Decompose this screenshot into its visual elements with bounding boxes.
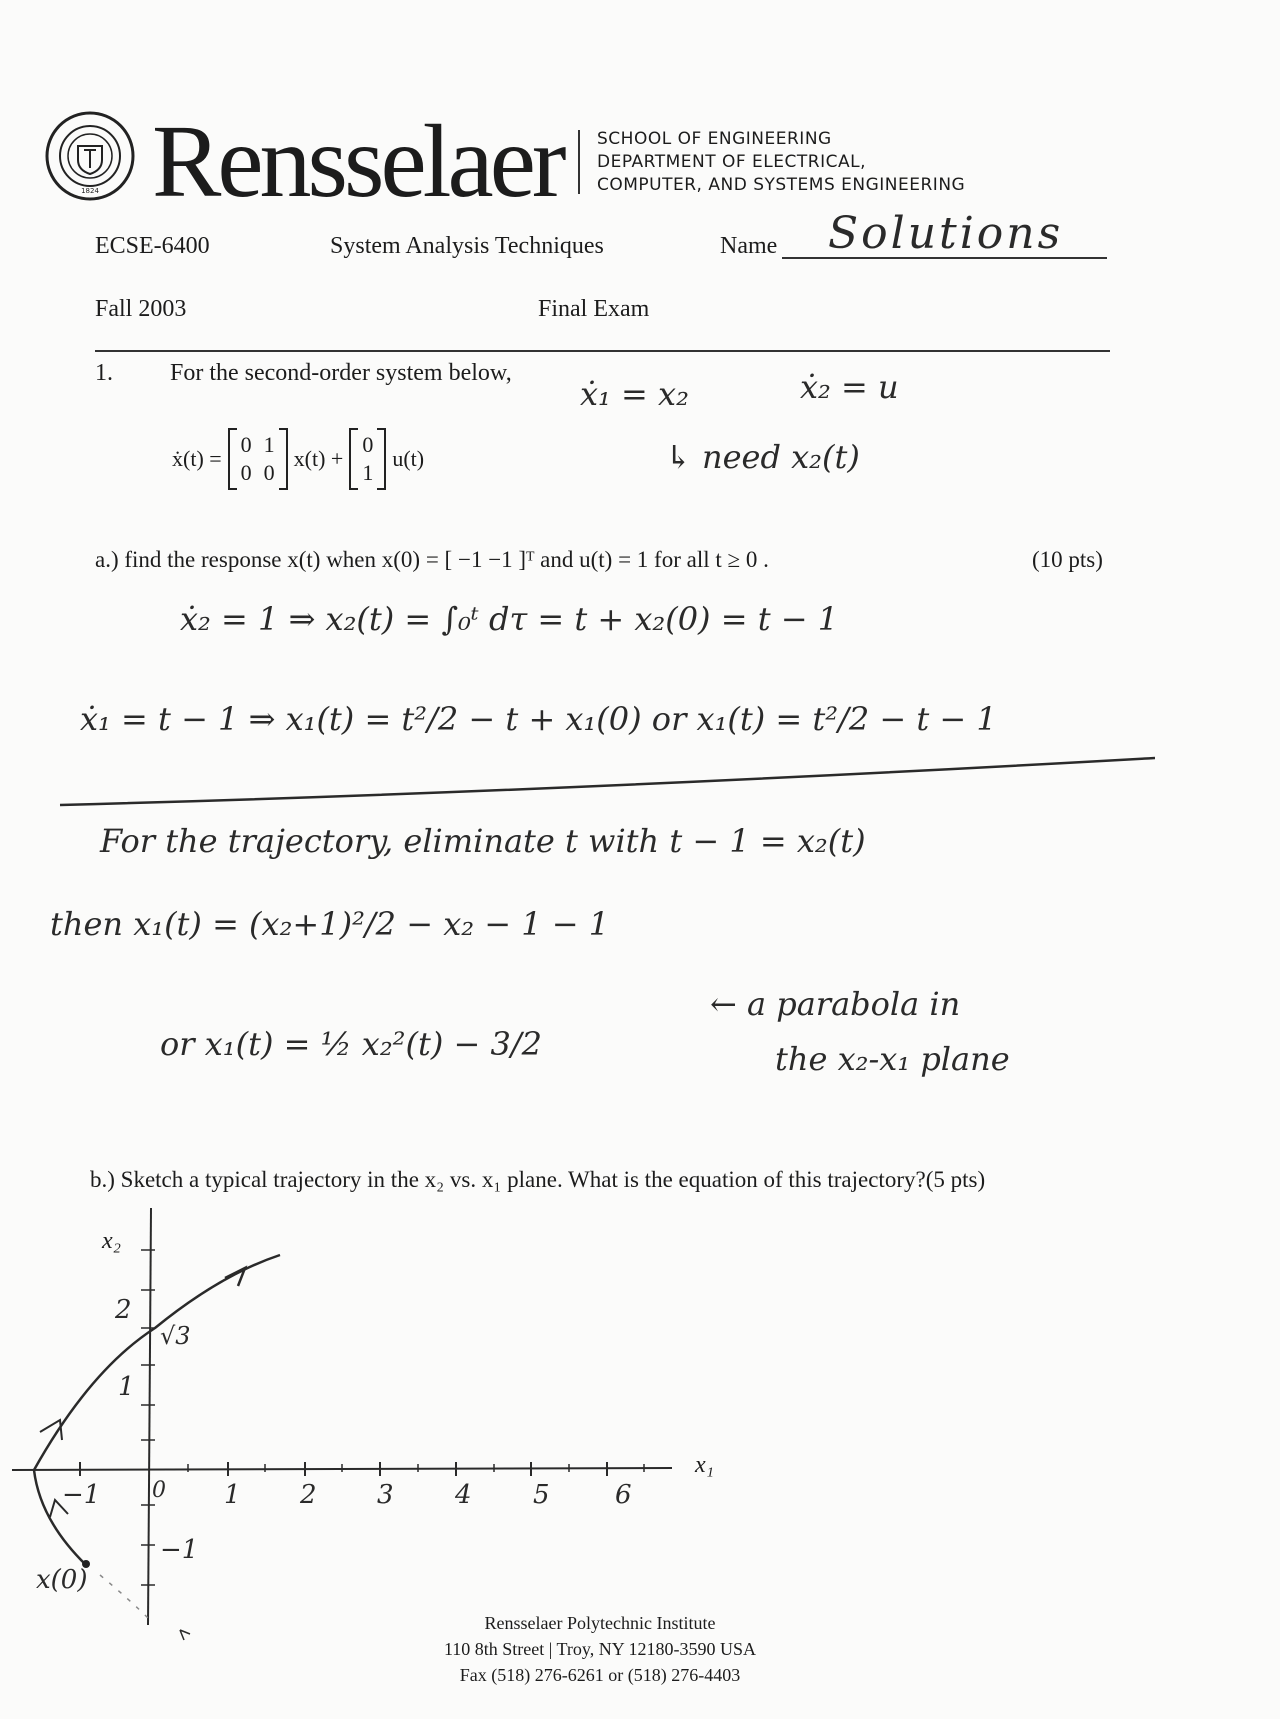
- initial-state-label: x(0): [36, 1565, 88, 1595]
- department-block: [597, 128, 965, 197]
- x-tick-label: 2: [300, 1480, 317, 1510]
- exam-title: Final Exam: [538, 296, 650, 322]
- y-axis-label: x₂: [102, 1228, 121, 1254]
- x-tick-label: 1: [224, 1480, 241, 1510]
- logo-wordmark: Rensselaer: [152, 104, 563, 219]
- x-tick-label: 3: [377, 1480, 394, 1510]
- x-axis-label: x₁: [695, 1452, 714, 1478]
- matrix-a-cell: 1: [263, 432, 275, 457]
- hw-note-3: ↳ need x₂(t): [665, 438, 860, 476]
- x-tick-label: 5: [533, 1480, 550, 1510]
- solution-note-2: the x₂-x₁ plane: [775, 1040, 1010, 1078]
- eq-tail: u(t): [392, 446, 425, 471]
- part-a-points: (10 pts): [1032, 547, 1103, 572]
- x-tick-label: 4: [455, 1480, 472, 1510]
- dept-line-3: COMPUTER, AND SYSTEMS ENGINEERING: [597, 175, 966, 195]
- footer-line-1: Rensselaer Polytechnic Institute: [484, 1613, 716, 1633]
- course-title: System Analysis Techniques: [330, 233, 604, 259]
- matrix-b-cell: 0: [362, 432, 374, 457]
- x-tick-label: 0: [152, 1478, 166, 1503]
- sqrt3-annotation: √3: [160, 1322, 191, 1350]
- seal-logo: [44, 110, 136, 202]
- hw-note-1: ẋ₁ = x₂: [580, 375, 689, 413]
- matrix-a-cell: 0: [240, 432, 252, 457]
- solution-line-2: ẋ₁ = t − 1 ⇒ x₁(t) = t²/2 − t + x₁(0) or x₁(t) = t²/2 − t − 1: [80, 700, 997, 738]
- solution-line-4: then x₁(t) = (x₂+1)²/2 − x₂ − 1 − 1: [50, 905, 610, 943]
- hw-note-2: ẋ₂ = u: [800, 368, 899, 406]
- course-code: ECSE-6400: [95, 233, 210, 259]
- matrix-a: [228, 428, 288, 490]
- letterhead-divider: [578, 130, 580, 194]
- part-b-question: b.) Sketch a typical trajectory in the x₂ vs. x₁ plane. What is the equation of this trajectory?(5 pts): [90, 1167, 986, 1192]
- eq-mid: x(t) +: [293, 446, 344, 471]
- matrix-b: [349, 428, 386, 490]
- name-label: Name: [720, 233, 778, 259]
- dept-line-2: DEPARTMENT OF ELECTRICAL,: [597, 152, 866, 172]
- solution-divider: [55, 750, 1155, 810]
- x-tick-label: −1: [62, 1480, 101, 1510]
- y-axis: [148, 1208, 151, 1625]
- footer-address: [350, 1610, 850, 1688]
- svg-text:1824: 1824: [81, 187, 99, 195]
- y-tick-label: −1: [160, 1535, 199, 1565]
- solution-line-1: ẋ₂ = 1 ⇒ x₂(t) = ∫₀ᵗ dτ = t + x₂(0) = t − 1: [180, 600, 839, 638]
- term: Fall 2003: [95, 296, 187, 322]
- matrix-a-cell: 0: [263, 460, 275, 485]
- matrix-a-cell: 0: [240, 460, 252, 485]
- x-tick-label: 6: [615, 1480, 632, 1510]
- header-rule: [95, 350, 1110, 352]
- state-equation: [172, 428, 424, 490]
- dept-line-1: SCHOOL OF ENGINEERING: [597, 129, 832, 149]
- problem-intro: For the second-order system below,: [170, 360, 512, 386]
- eq-lhs: ẋ(t) =: [172, 446, 222, 471]
- problem-number: 1.: [95, 360, 113, 386]
- name-value: Solutions: [828, 208, 1064, 259]
- y-tick-label: 1: [118, 1372, 135, 1402]
- footer-line-2: 110 8th Street | Troy, NY 12180-3590 USA: [443, 1639, 757, 1659]
- trajectory-curve: [34, 1255, 280, 1565]
- y-tick-label: 2: [115, 1295, 132, 1325]
- matrix-b-cell: 1: [362, 460, 374, 485]
- solution-line-3: For the trajectory, eliminate t with t − 1 = x₂(t): [100, 822, 866, 860]
- footer-line-3: Fax (518) 276-6261 or (518) 276-4403: [459, 1665, 741, 1685]
- solution-line-5: or x₁(t) = ½ x₂²(t) − 3/2: [160, 1025, 542, 1063]
- part-a-question: a.) find the response x(t) when x(0) = [ −1 −1 ]ᵀ and u(t) = 1 for all t ≥ 0 .: [95, 547, 769, 572]
- solution-note-1: ← a parabola in: [710, 985, 961, 1023]
- trajectory-sketch: [0, 1200, 720, 1660]
